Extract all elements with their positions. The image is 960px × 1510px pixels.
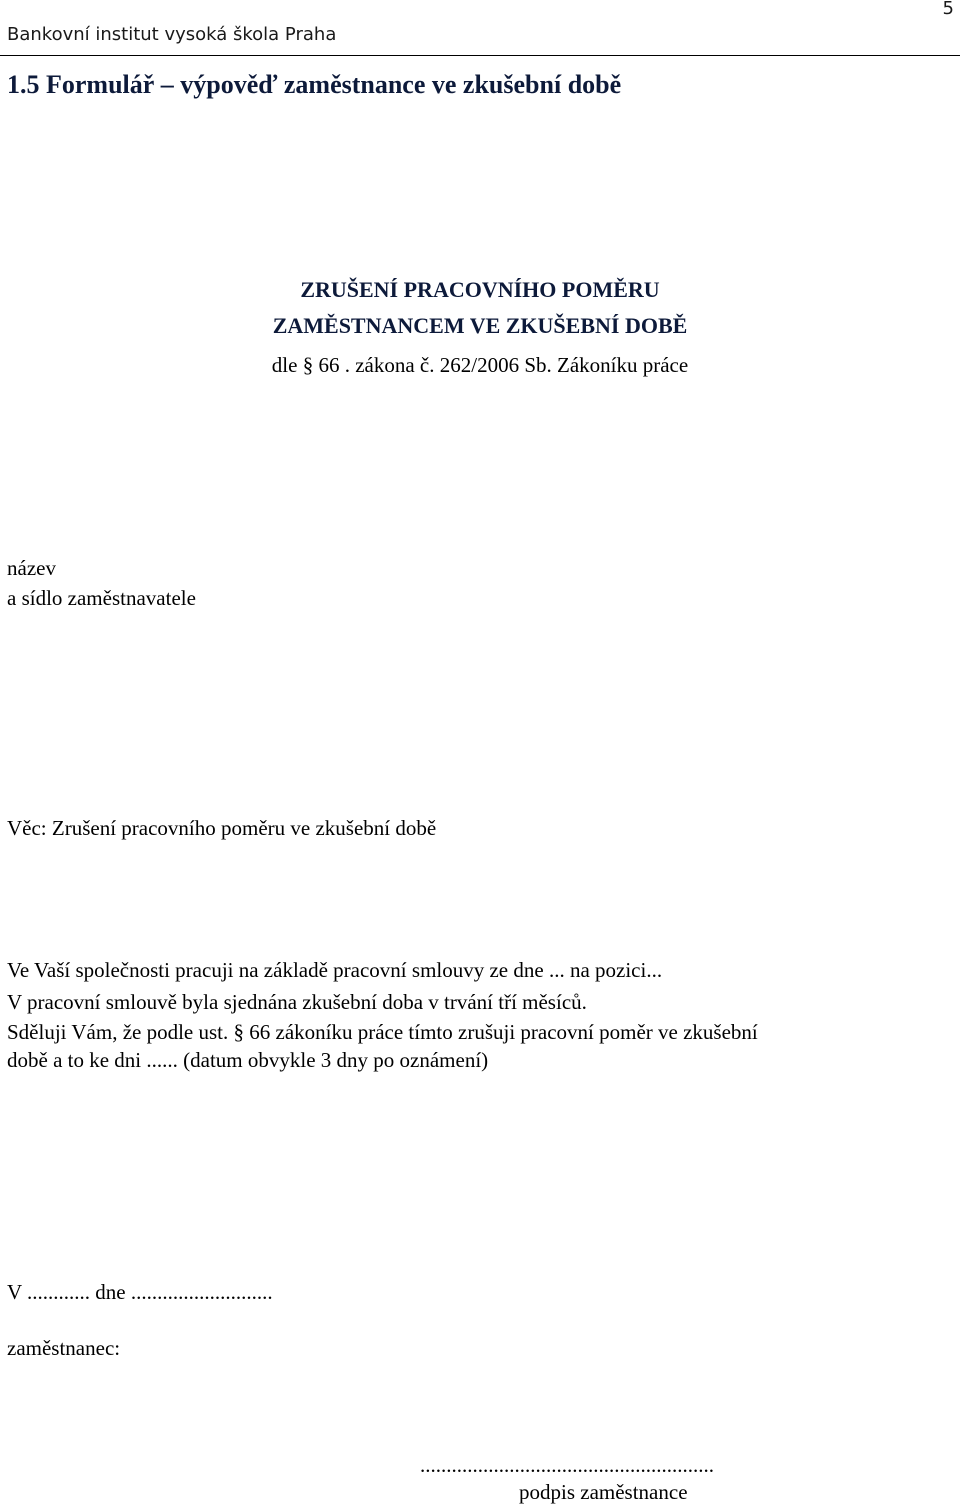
body-paragraph-line-2: V pracovní smlouvě byla sjednána zkušební doba v trvání tří měsíců. — [7, 990, 587, 1014]
employer-name-label: název — [7, 556, 56, 580]
header-institution: Bankovní institut vysoká škola Praha — [7, 24, 337, 45]
signature-line: ........................................................ — [420, 1453, 714, 1477]
place-and-date-line: V ............ dne ........................... — [7, 1280, 273, 1304]
body-paragraph-line-1: Ve Vaší společnosti pracuji na základě pracovní smlouvy ze dne ... na pozici... — [7, 958, 663, 982]
form-legal-reference: dle § 66 . zákona č. 262/2006 Sb. Zákoníku práce — [271, 353, 689, 377]
form-title-line-2: ZAMĚSTNANCEM VE ZKUŠEBNÍ DOBĚ — [272, 313, 688, 338]
section-title: 1.5 Formulář – výpověď zaměstnance ve zkušební době — [7, 70, 622, 99]
employee-label: zaměstnanec: — [7, 1336, 121, 1360]
signature-label: podpis zaměstnance — [519, 1480, 688, 1504]
body-paragraph-line-3: Sděluji Vám, že podle ust. § 66 zákoníku práce tímto zrušuji pracovní poměr ve zkušební — [7, 1020, 758, 1044]
employer-address-label: a sídlo zaměstnavatele — [7, 586, 196, 610]
page-number: 5 — [942, 0, 954, 19]
header-divider — [0, 55, 960, 56]
body-paragraph-line-4: době a to ke dni ...... (datum obvykle 3 dny po oznámení) — [7, 1048, 489, 1072]
subject-line: Věc: Zrušení pracovního poměru ve zkušební době — [7, 816, 437, 840]
form-title-line-1: ZRUŠENÍ PRACOVNÍHO POMĚRU — [300, 277, 660, 302]
